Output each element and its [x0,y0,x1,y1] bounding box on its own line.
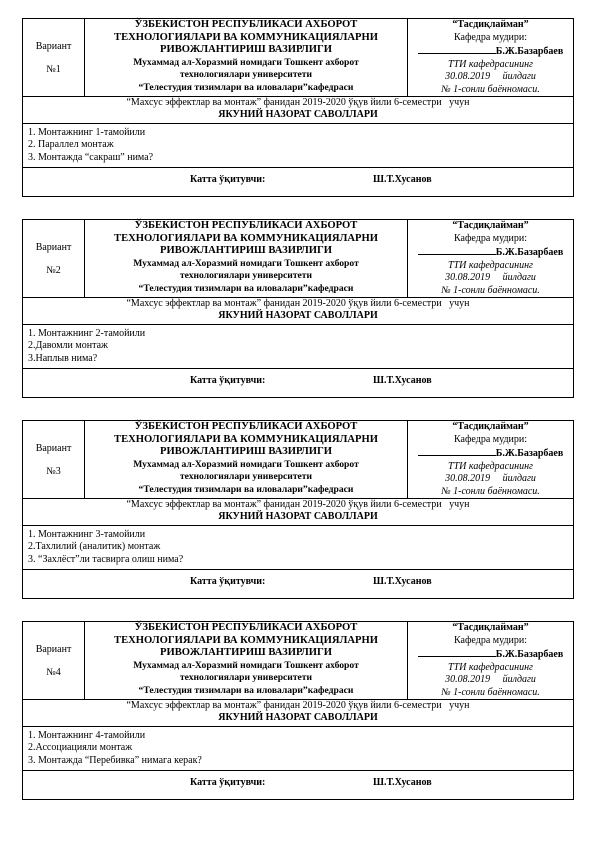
university-line-2: технологиялари университети [179,69,313,81]
head-label: Кафедра мудири: [453,232,528,244]
signature-line [418,245,496,255]
questions-list [23,727,573,771]
card-header [23,622,573,700]
card-header [23,19,573,97]
ministry-line-2: ТЕХНОЛОГИЯЛАРИ ВА КОММУНИКАЦИЯЛАРНИ [114,31,378,43]
variant-number: №4 [46,666,61,678]
approval-block [408,220,573,297]
question-2: 2.Ассоциацияли монтаж [28,742,133,754]
protocol-number: № 1-сонли баённомаси. [441,686,540,698]
card-header [23,220,573,298]
course-block [23,298,573,325]
course-line: “Махсус эффектлар ва монтаж” фанидан 2019-2020 ўқув йили 6-семестри учун [126,499,470,510]
protocol-number: № 1-сонли баённомаси. [441,284,540,296]
question-1: 1. Монтажнинг 2-тамойили [28,328,146,339]
approval-block [408,421,573,498]
tti-label: ТТИ кафедрасининг [448,661,533,673]
head-label: Кафедра мудири: [453,433,528,445]
variant-label: Вариант [35,442,72,454]
teacher-row [23,771,573,799]
signature-line [418,647,496,657]
teacher-label: Катта ўқитувчи: [190,777,266,789]
course-block [23,499,573,526]
exam-title: ЯКУНИЙ НАЗОРАТ САВОЛЛАРИ [218,109,378,120]
variant-number: №2 [46,264,61,276]
variant-cell [23,220,85,297]
questions-list [23,526,573,570]
question-3: 3. “Захлёст”ли тасвирга олиш нима? [28,553,184,565]
head-name: Б.Ж.Базарбаев [495,448,564,459]
exam-card [22,621,574,800]
head-name: Б.Ж.Базарбаев [495,46,564,57]
tti-label: ТТИ кафедрасининг [448,259,533,271]
approval-block [408,622,573,699]
teacher-name: Ш.Т.Хусанов [373,777,432,789]
card-header [23,421,573,499]
institution-block [85,421,408,498]
department-name: “Телестудия тизимлари ва иловалари”кафедраси [138,81,354,93]
signature-line [418,446,496,456]
institution-block [85,220,408,297]
teacher-row [23,570,573,598]
department-name: “Телестудия тизимлари ва иловалари”кафедраси [138,483,354,495]
exam-card [22,219,574,398]
ministry-line-1: ЎЗБЕКИСТОН РЕСПУБЛИКАСИ АХБОРОТ [134,421,358,432]
variant-cell [23,421,85,498]
head-label: Кафедра мудири: [453,634,528,646]
question-3: 3. Монтажда “Перебивка” нимага керак? [28,754,202,766]
variant-label: Вариант [35,241,72,253]
university-line-1: Мухаммад ал-Хоразмий номидаги Тошкент ахборот [133,56,359,68]
question-3: 3.Наплыв нима? [28,352,98,364]
course-line: “Махсус эффектлар ва монтаж” фанидан 2019-2020 ўқув йили 6-семестри учун [126,700,470,711]
exam-card [22,420,574,599]
teacher-row [23,168,573,196]
course-line: “Махсус эффектлар ва монтаж” фанидан 2019-2020 ўқув йили 6-семестри учун [126,97,470,108]
university-line-1: Мухаммад ал-Хоразмий номидаги Тошкент ахборот [133,458,359,470]
exam-card [22,18,574,197]
protocol-date: 30.08.2019 йилдаги [445,674,536,685]
variant-label: Вариант [35,643,72,655]
course-line: “Махсус эффектлар ва монтаж” фанидан 2019-2020 ўқув йили 6-семестри учун [126,298,470,309]
ministry-line-3: РИВОЖЛАНТИРИШ ВАЗИРЛИГИ [160,446,332,458]
questions-list [23,325,573,369]
teacher-name: Ш.Т.Хусанов [373,576,432,588]
university-line-2: технологиялари университети [179,672,313,684]
course-block [23,700,573,727]
ministry-line-1: ЎЗБЕКИСТОН РЕСПУБЛИКАСИ АХБОРОТ [134,19,358,30]
ministry-line-1: ЎЗБЕКИСТОН РЕСПУБЛИКАСИ АХБОРОТ [134,220,358,231]
exam-title: ЯКУНИЙ НАЗОРАТ САВОЛЛАРИ [218,310,378,321]
head-name: Б.Ж.Базарбаев [495,247,564,258]
variant-cell [23,622,85,699]
question-3: 3. Монтажда “сакраш” нима? [28,151,154,163]
ministry-line-1: ЎЗБЕКИСТОН РЕСПУБЛИКАСИ АХБОРОТ [134,622,358,633]
teacher-label: Катта ўқитувчи: [190,576,266,588]
approve-title: “Тасдиқлайман” [452,19,529,30]
institution-block [85,19,408,96]
head-label: Кафедра мудири: [453,31,528,43]
head-name: Б.Ж.Базарбаев [495,649,564,660]
university-line-2: технологиялари университети [179,270,313,282]
institution-block [85,622,408,699]
protocol-date: 30.08.2019 йилдаги [445,473,536,484]
teacher-row [23,369,573,397]
question-1: 1. Монтажнинг 4-тамойили [28,730,146,741]
ministry-line-2: ТЕХНОЛОГИЯЛАРИ ВА КОММУНИКАЦИЯЛАРНИ [114,232,378,244]
university-line-2: технологиялари университети [179,471,313,483]
approve-title: “Тасдиқлайман” [452,220,529,231]
department-name: “Телестудия тизимлари ва иловалари”кафедраси [138,282,354,294]
protocol-date: 30.08.2019 йилдаги [445,71,536,82]
tti-label: ТТИ кафедрасининг [448,460,533,472]
protocol-number: № 1-сонли баённомаси. [441,485,540,497]
teacher-label: Катта ўқитувчи: [190,375,266,387]
variant-label: Вариант [35,40,72,52]
question-2: 2.Тахлилий (аналитик) монтаж [28,541,161,553]
protocol-number: № 1-сонли баённомаси. [441,83,540,95]
signature-line [418,44,496,54]
protocol-date: 30.08.2019 йилдаги [445,272,536,283]
ministry-line-3: РИВОЖЛАНТИРИШ ВАЗИРЛИГИ [160,245,332,257]
approve-title: “Тасдиқлайман” [452,421,529,432]
university-line-1: Мухаммад ал-Хоразмий номидаги Тошкент ахборот [133,257,359,269]
question-2: 2.Давомли монтаж [28,340,108,352]
approval-block [408,19,573,96]
teacher-label: Катта ўқитувчи: [190,174,266,186]
exam-title: ЯКУНИЙ НАЗОРАТ САВОЛЛАРИ [218,511,378,522]
variant-number: №3 [46,465,61,477]
approve-title: “Тасдиқлайман” [452,622,529,633]
department-name: “Телестудия тизимлари ва иловалари”кафедраси [138,684,354,696]
teacher-name: Ш.Т.Хусанов [373,375,432,387]
questions-list [23,124,573,168]
question-1: 1. Монтажнинг 1-тамойили [28,127,146,138]
question-1: 1. Монтажнинг 3-тамойили [28,529,146,540]
ministry-line-2: ТЕХНОЛОГИЯЛАРИ ВА КОММУНИКАЦИЯЛАРНИ [114,433,378,445]
exam-title: ЯКУНИЙ НАЗОРАТ САВОЛЛАРИ [218,712,378,723]
tti-label: ТТИ кафедрасининг [448,58,533,70]
ministry-line-3: РИВОЖЛАНТИРИШ ВАЗИРЛИГИ [160,647,332,659]
university-line-1: Мухаммад ал-Хоразмий номидаги Тошкент ахборот [133,659,359,671]
teacher-name: Ш.Т.Хусанов [373,174,432,186]
ministry-line-2: ТЕХНОЛОГИЯЛАРИ ВА КОММУНИКАЦИЯЛАРНИ [114,634,378,646]
variant-number: №1 [46,63,61,75]
ministry-line-3: РИВОЖЛАНТИРИШ ВАЗИРЛИГИ [160,44,332,56]
question-2: 2. Параллел монтаж [28,139,114,151]
variant-cell [23,19,85,96]
course-block [23,97,573,124]
